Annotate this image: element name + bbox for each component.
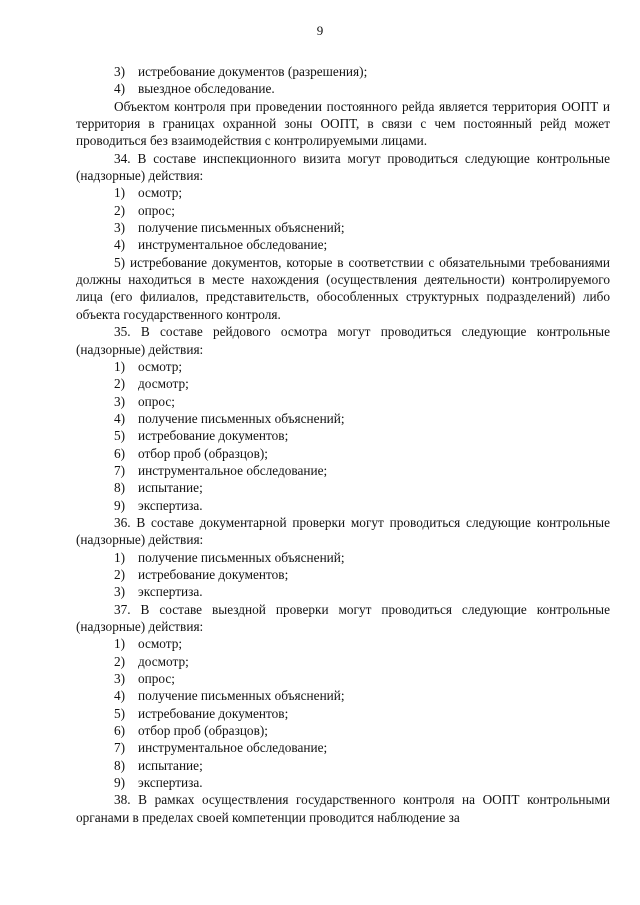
- list-item: [76, 479, 610, 496]
- list-item-number: 3): [114, 584, 126, 600]
- paragraph: 38. В рамках осуществления государственного контроля на ООПТ контрольными органами в пределах своей компетенции проводится наблюдение за: [76, 792, 610, 825]
- list-item-text: опрос;: [138, 202, 175, 218]
- list-item-number: 9): [114, 775, 126, 791]
- list-item-number: 3): [114, 64, 126, 79]
- list-item-text: истребование документов;: [138, 566, 289, 582]
- list-item: [76, 687, 610, 704]
- list-item: [76, 63, 610, 80]
- list-item-number: 7): [114, 462, 126, 478]
- list-item-text: экспертиза.: [138, 584, 203, 600]
- list-item-text: истребование документов;: [138, 428, 289, 444]
- list-item-text: получение письменных объяснений;: [138, 220, 345, 236]
- list-item-number: 7): [114, 740, 126, 756]
- paragraph: Объектом контроля при проведении постоянного рейда является территория ООПТ и территория в границах охранной зоны ООПТ, в связи с чем постоянный рейд может проводиться без взаимодействия с контролируемыми лицами.: [76, 98, 610, 149]
- list-item-text: инструментальное обследование;: [138, 237, 328, 253]
- paragraph: 36. В составе документарной проверки могут проводиться следующие контрольные (надзорные) действия:: [76, 514, 610, 548]
- list-item-text: осмотр;: [138, 358, 183, 374]
- list-item-text: испытание;: [138, 757, 203, 773]
- list-item-text: истребование документов;: [138, 705, 289, 721]
- list-item: [76, 375, 610, 392]
- list-item-text: отбор проб (образцов);: [138, 723, 268, 739]
- list-item: [76, 462, 610, 479]
- list-item-text: инструментальное обследование;: [138, 740, 328, 756]
- list-item: [76, 358, 610, 375]
- list-item-text: досмотр;: [138, 376, 189, 392]
- list-item: [76, 445, 610, 462]
- list-item-text: инструментальное обследование;: [138, 462, 328, 478]
- list-item-text: досмотр;: [138, 653, 189, 669]
- list-item-text: отбор проб (образцов);: [138, 445, 268, 461]
- list-item-text: испытание;: [138, 480, 203, 496]
- list-item-number: 1): [114, 358, 126, 374]
- list-item-text: истребование документов (разрешения);: [138, 64, 368, 79]
- list-item: [76, 427, 610, 444]
- list-item-text: осмотр;: [138, 636, 183, 652]
- paragraph: 5) истребование документов, которые в соответствии с обязательными требованиями должны находиться в месте нахождения (осуществления деятельности) контролируемого лица (его филиалов, представительств, обособленных структурных подразделений) либо объекта государственного контроля.: [76, 254, 610, 322]
- list-item: [76, 497, 610, 514]
- list-item-text: получение письменных объяснений;: [138, 688, 345, 704]
- list-item: [76, 774, 610, 791]
- paragraph: 35. В составе рейдового осмотра могут проводиться следующие контрольные (надзорные) действия:: [76, 324, 610, 357]
- list-item-text: экспертиза.: [138, 497, 203, 513]
- list-item-number: 2): [114, 376, 126, 392]
- list-item: [76, 184, 610, 201]
- list-item-text: получение письменных объяснений;: [138, 549, 345, 565]
- paragraph: 34. В составе инспекционного визита могут проводиться следующие контрольные (надзорные) действия:: [76, 150, 610, 184]
- list-item-number: 2): [114, 653, 126, 669]
- list-item: [76, 549, 610, 566]
- list-item-number: 9): [114, 497, 126, 513]
- list-item-text: опрос;: [138, 671, 175, 687]
- list-item-number: 4): [114, 81, 126, 97]
- list-item-number: 5): [114, 705, 126, 721]
- list-item: [76, 393, 610, 410]
- list-item: [76, 566, 610, 583]
- list-item: [76, 670, 610, 687]
- list-item-text: экспертиза.: [138, 775, 203, 791]
- list-item-number: 1): [114, 549, 126, 565]
- list-item-text: получение письменных объяснений;: [138, 410, 345, 426]
- list-item-number: 4): [114, 410, 126, 426]
- list-item: [76, 80, 610, 97]
- list-item-number: 4): [114, 237, 126, 253]
- list-item-number: 3): [114, 220, 126, 236]
- list-item-number: 8): [114, 480, 126, 496]
- list-item: [76, 653, 610, 670]
- list-item-number: 2): [114, 566, 126, 582]
- paragraph: 37. В составе выездной проверки могут проводиться следующие контрольные (надзорные) действия:: [76, 601, 610, 634]
- list-item-number: 3): [114, 393, 126, 409]
- list-item-number: 6): [114, 445, 126, 461]
- list-item: [76, 202, 610, 219]
- list-item-number: 4): [114, 688, 126, 704]
- list-item: [76, 583, 610, 600]
- list-item: [76, 236, 610, 253]
- list-item: [76, 635, 610, 652]
- list-item-number: 2): [114, 202, 126, 218]
- document-body: [76, 63, 610, 826]
- list-item-text: осмотр;: [138, 185, 183, 201]
- list-item: [76, 705, 610, 722]
- list-item-number: 6): [114, 723, 126, 739]
- list-item: [76, 722, 610, 739]
- list-item-number: 1): [114, 636, 126, 652]
- list-item: [76, 219, 610, 236]
- list-item-number: 5): [114, 428, 126, 444]
- list-item-number: 8): [114, 757, 126, 773]
- list-item: [76, 757, 610, 774]
- list-item-text: выездное обследование.: [138, 81, 275, 97]
- list-item-number: 3): [114, 671, 126, 687]
- list-item-text: опрос;: [138, 393, 175, 409]
- list-item: [76, 739, 610, 756]
- list-item-number: 1): [114, 185, 126, 201]
- page-number: 9: [316, 23, 324, 38]
- list-item: [76, 410, 610, 427]
